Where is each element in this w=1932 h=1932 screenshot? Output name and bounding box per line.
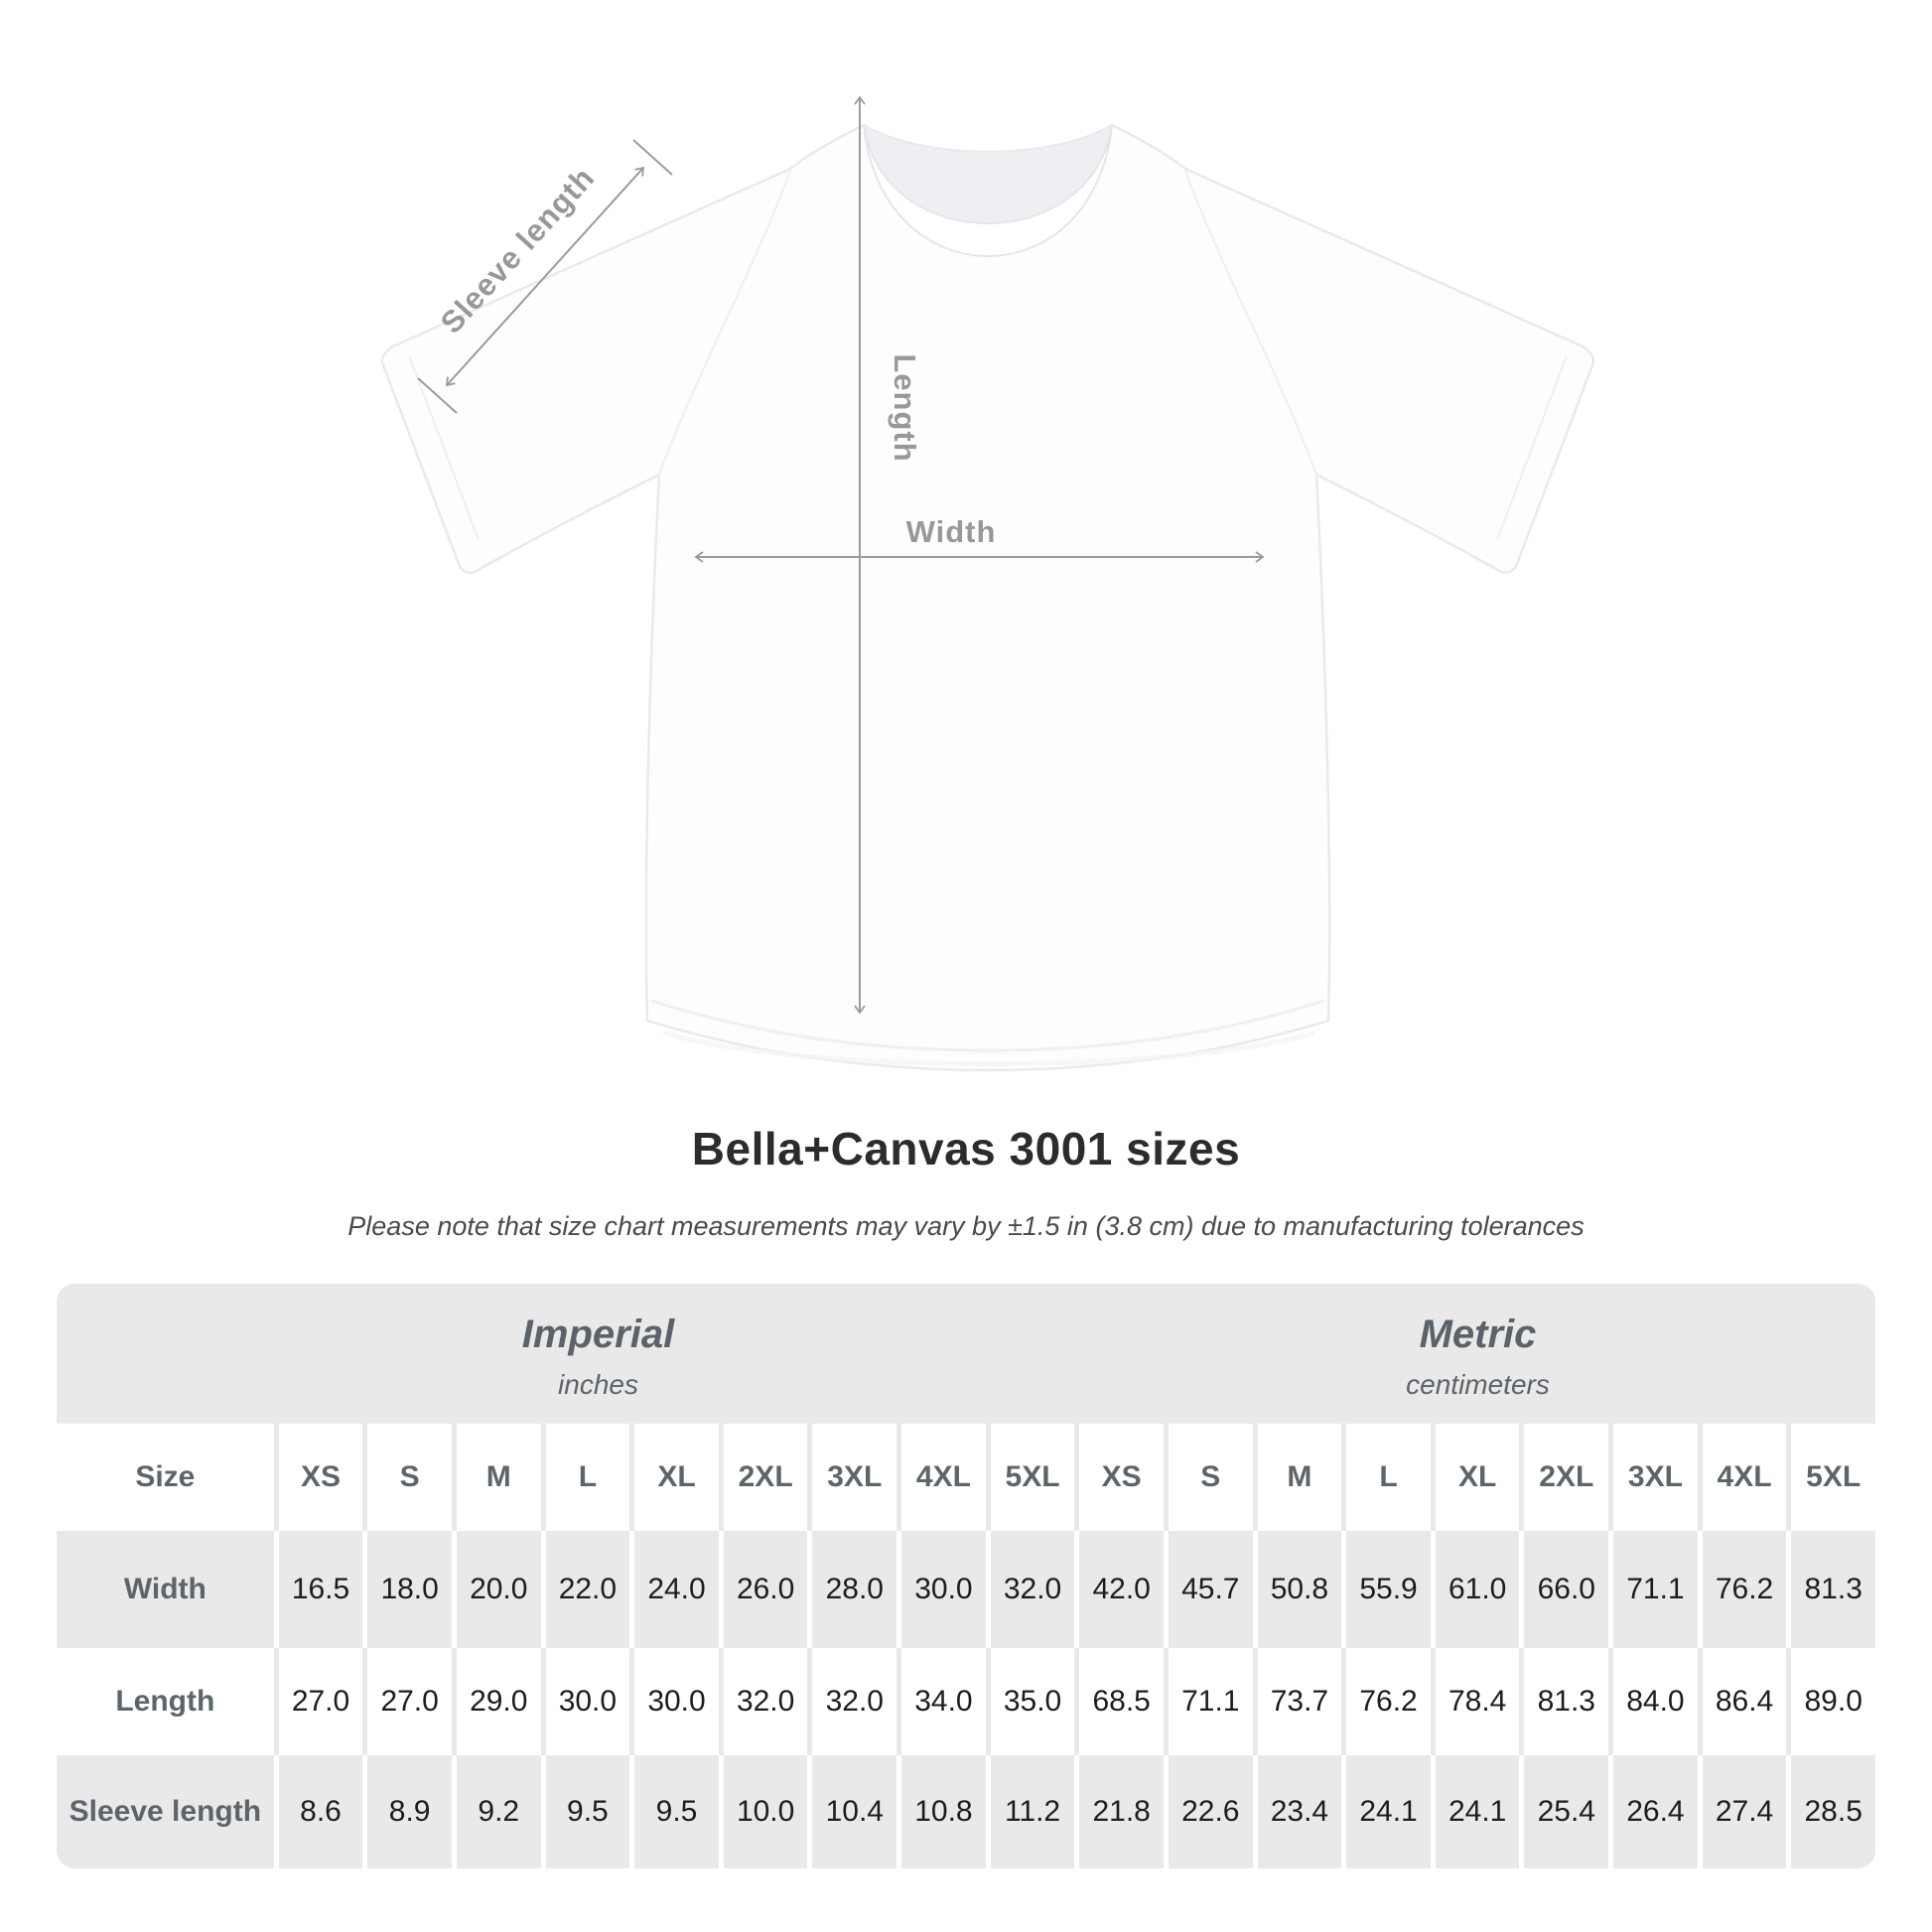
size-column-header: 5XL [1791, 1424, 1875, 1531]
table-row-width [57, 1531, 1875, 1648]
size-chart-table [57, 1284, 1875, 1868]
tolerance-note: Please note that size chart measurements may vary by ±1.5 in (3.8 cm) due to manufacturing tolerances [347, 1211, 1585, 1241]
measurement-value: 45.7 [1169, 1531, 1253, 1648]
row-label: Length [57, 1648, 274, 1755]
size-column-header: 3XL [812, 1424, 897, 1531]
measurement-value: 86.4 [1703, 1648, 1787, 1755]
measurement-value: 89.0 [1791, 1648, 1875, 1755]
table-rows [57, 1424, 1875, 1868]
row-label: Sleeve length [57, 1755, 274, 1868]
size-column-header: L [1346, 1424, 1431, 1531]
size-corner-header: Size [57, 1424, 274, 1531]
metric-subtitle: centimeters [1406, 1369, 1550, 1400]
measurement-value: 9.5 [634, 1755, 719, 1868]
measurement-value: 27.0 [367, 1648, 452, 1755]
measurement-value: 42.0 [1079, 1531, 1164, 1648]
size-column-header: XL [634, 1424, 719, 1531]
size-column-header: XS [1079, 1424, 1164, 1531]
measurement-value: 10.8 [901, 1755, 986, 1868]
measurement-value: 68.5 [1079, 1648, 1164, 1755]
metric-header [1080, 1284, 1875, 1424]
measurement-value: 26.0 [724, 1531, 808, 1648]
sleeve-length-label: Sleeve length [433, 160, 602, 341]
measurement-value: 30.0 [546, 1648, 630, 1755]
size-column-header: XS [279, 1424, 363, 1531]
measurement-value: 34.0 [901, 1648, 986, 1755]
measurement-value: 73.7 [1258, 1648, 1342, 1755]
table-row-sleeve-length [57, 1755, 1875, 1868]
measurement-value: 71.1 [1169, 1648, 1253, 1755]
size-column-header: 3XL [1613, 1424, 1698, 1531]
table-row-length [57, 1648, 1875, 1755]
measurement-value: 21.8 [1079, 1755, 1164, 1868]
measurement-value: 9.2 [457, 1755, 541, 1868]
tshirt-illustration [382, 125, 1593, 1070]
imperial-subtitle: inches [558, 1369, 638, 1400]
size-column-header: 2XL [1524, 1424, 1608, 1531]
metric-title: Metric [1419, 1312, 1537, 1356]
measurement-value: 27.0 [279, 1648, 363, 1755]
size-column-header: 5XL [991, 1424, 1075, 1531]
measurement-value: 8.9 [367, 1755, 452, 1868]
measurement-value: 32.0 [991, 1531, 1075, 1648]
measurement-value: 35.0 [991, 1648, 1075, 1755]
measurement-value: 26.4 [1613, 1755, 1698, 1868]
measurement-value: 32.0 [724, 1648, 808, 1755]
measurement-value: 29.0 [457, 1648, 541, 1755]
measurement-value: 24.0 [634, 1531, 719, 1648]
measurement-value: 28.5 [1791, 1755, 1875, 1868]
measurement-value: 11.2 [991, 1755, 1075, 1868]
measurement-value: 61.0 [1436, 1531, 1520, 1648]
size-column-header: S [367, 1424, 452, 1531]
measurement-value: 32.0 [812, 1648, 897, 1755]
measurement-value: 22.0 [546, 1531, 630, 1648]
measurement-value: 9.5 [546, 1755, 630, 1868]
size-column-header: L [546, 1424, 630, 1531]
measurement-value: 81.3 [1791, 1531, 1875, 1648]
measurement-value: 50.8 [1258, 1531, 1342, 1648]
measurement-value: 10.0 [724, 1755, 808, 1868]
measurement-value: 23.4 [1258, 1755, 1342, 1868]
measurement-value: 55.9 [1346, 1531, 1431, 1648]
measurement-value: 20.0 [457, 1531, 541, 1648]
measurement-value: 66.0 [1524, 1531, 1608, 1648]
measurement-value: 84.0 [1613, 1648, 1698, 1755]
size-column-header: M [457, 1424, 541, 1531]
unit-header-band [57, 1284, 1875, 1424]
size-column-header: XL [1436, 1424, 1520, 1531]
measurement-value: 71.1 [1613, 1531, 1698, 1648]
measurement-value: 18.0 [367, 1531, 452, 1648]
row-label: Width [57, 1531, 274, 1648]
measurement-value: 28.0 [812, 1531, 897, 1648]
width-label: Width [905, 514, 997, 549]
measurement-value: 24.1 [1346, 1755, 1431, 1868]
size-column-header: 2XL [724, 1424, 808, 1531]
imperial-title: Imperial [521, 1312, 675, 1356]
measurement-value: 76.2 [1703, 1531, 1787, 1648]
size-column-header: S [1169, 1424, 1253, 1531]
measurement-value: 27.4 [1703, 1755, 1787, 1868]
size-column-header: M [1258, 1424, 1342, 1531]
measurement-value: 76.2 [1346, 1648, 1431, 1755]
sleeve-arrow-end-tick [633, 140, 672, 175]
measurement-value: 10.4 [812, 1755, 897, 1868]
table-header-row [57, 1424, 1875, 1531]
measurement-value: 8.6 [279, 1755, 363, 1868]
measurement-value: 24.1 [1436, 1755, 1520, 1868]
length-label: Length [888, 353, 922, 463]
measurement-value: 78.4 [1436, 1648, 1520, 1755]
size-column-header: 4XL [1703, 1424, 1787, 1531]
measurement-value: 16.5 [279, 1531, 363, 1648]
measurement-value: 22.6 [1169, 1755, 1253, 1868]
page-title: Bella+Canvas 3001 sizes [691, 1123, 1241, 1174]
measurement-value: 81.3 [1524, 1648, 1608, 1755]
imperial-header [86, 1284, 1110, 1424]
measurement-value: 25.4 [1524, 1755, 1608, 1868]
size-column-header: 4XL [901, 1424, 986, 1531]
measurement-value: 30.0 [634, 1648, 719, 1755]
measurement-value: 30.0 [901, 1531, 986, 1648]
